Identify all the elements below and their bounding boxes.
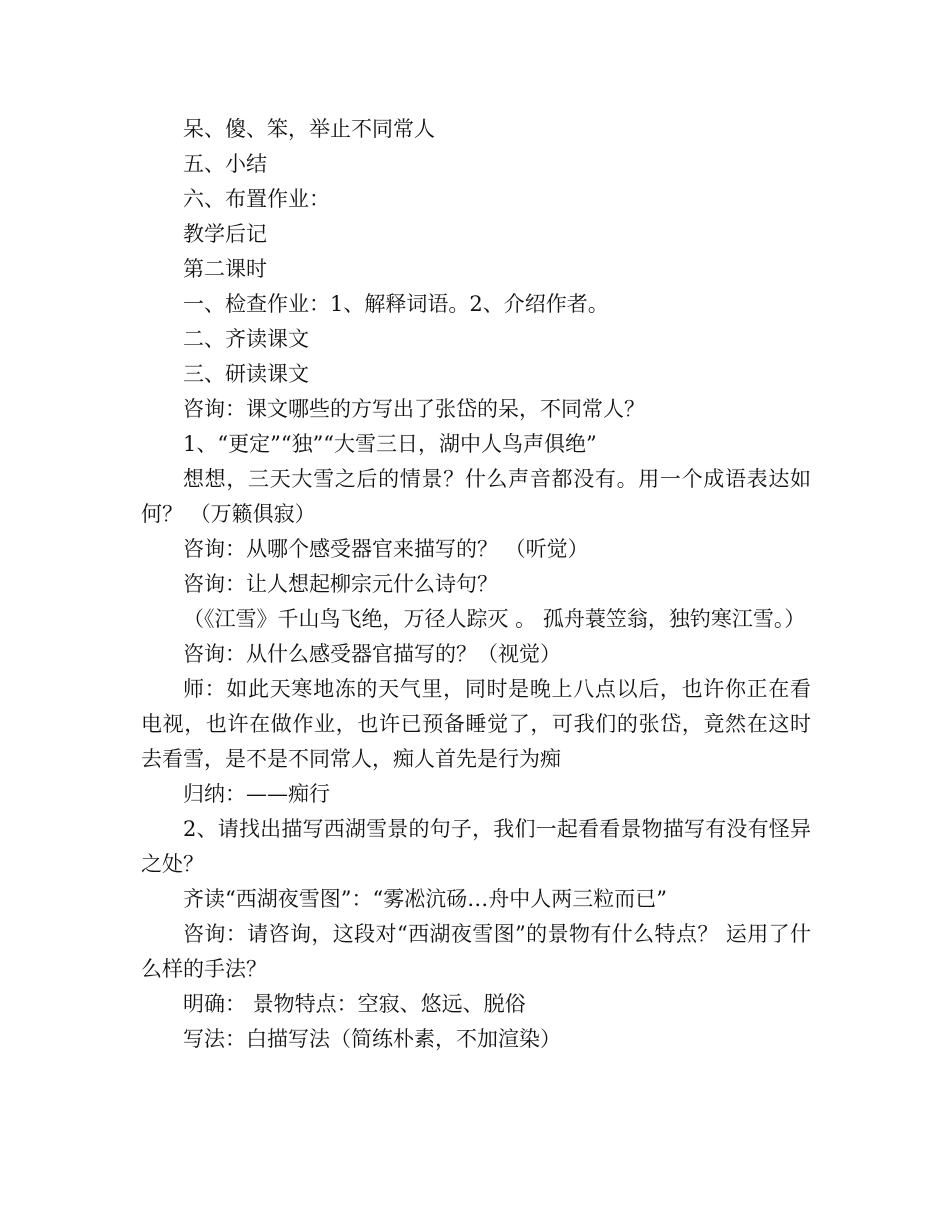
paragraph: 咨询：让人想起柳宗元什么诗句？ [183, 572, 498, 596]
paragraph: 呆、傻、笨，举止不同常人 [183, 117, 435, 141]
paragraph: 教学后记 [183, 222, 267, 246]
paragraph: 齐读“西湖夜雪图”：“雾凇沆砀…舟中人两三粒而已” [183, 887, 667, 911]
paragraph: 一、检查作业：1、解释词语。2、介绍作者。 [183, 292, 609, 316]
paragraph: 1、“更定”“独”“大雪三日，湖中人鸟声俱绝” [183, 432, 597, 456]
paragraph: 六、布置作业： [183, 187, 330, 211]
paragraph: 写法：白描写法（简练朴素，不加渲染） [183, 1027, 561, 1051]
paragraph: 五、小结 [183, 152, 267, 176]
paragraph: （《江雪》千山鸟飞绝，万径人踪灭 。 孤舟蓑笠翁，独钓寒江雪。） [183, 607, 806, 631]
paragraph: 师：如此天寒地冻的天气里，同时是晚上八点以后，也许你正在看电视，也许在做作业，也许已预备睡觉了，可我们的张岱，竟然在这时去看雪，是不是不同常人，痴人首先是行为痴 [141, 677, 811, 771]
document-body [141, 112, 811, 1057]
paragraph: 二、齐读课文 [183, 327, 309, 351]
paragraph: 明确： 景物特点：空寂、悠远、脱俗 [183, 992, 526, 1016]
section-heading: 第二课时 [183, 257, 267, 281]
paragraph: 咨询：从哪个感受器官来描写的？ （听觉） [183, 537, 589, 561]
paragraph: 2、请找出描写西湖雪景的句子，我们一起看看景物描写有没有怪异之处？ [141, 817, 811, 876]
paragraph: 咨询：从什么感受器官描写的？（视觉） [183, 642, 561, 666]
paragraph: 三、研读课文 [183, 362, 309, 386]
paragraph: 归纳：——痴行 [183, 782, 330, 806]
paragraph: 咨询：请咨询，这段对“西湖夜雪图”的景物有什么特点？ 运用了什么样的手法？ [141, 922, 811, 981]
paragraph: 想想，三天大雪之后的情景？什么声音都没有。用一个成语表达如何？ （万籁俱寂） [141, 467, 811, 526]
paragraph: 咨询：课文哪些的方写出了张岱的呆，不同常人？ [183, 397, 645, 421]
